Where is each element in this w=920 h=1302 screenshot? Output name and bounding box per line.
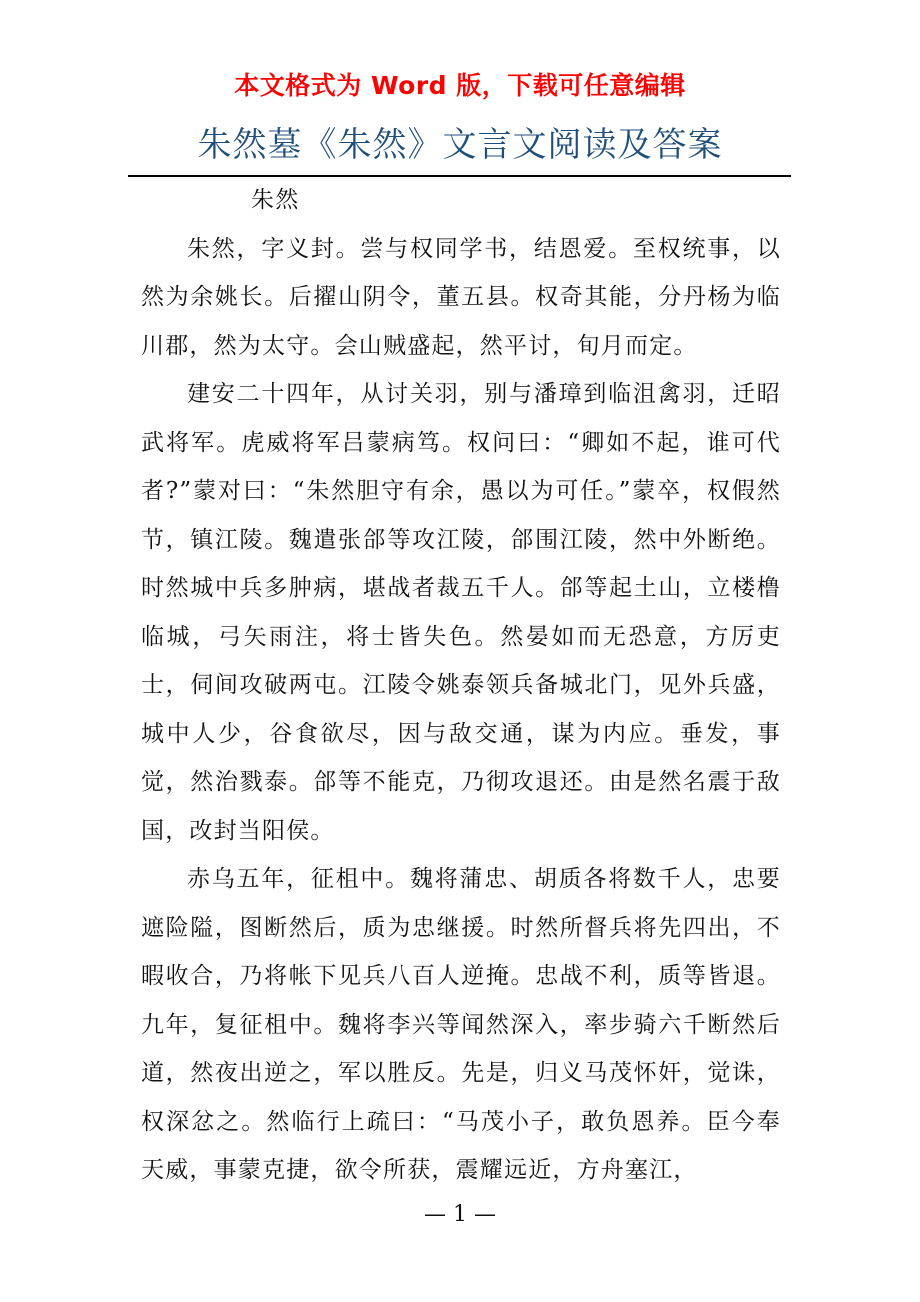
- article-heading: 朱然: [251, 187, 300, 213]
- format-notice-banner: 本文格式为 Word 版，下载可任意编辑: [234, 71, 686, 100]
- article-paragraph-3: 赤乌五年，征柤中。魏将蒲忠、胡质各将数千人，忠要遮险隘，图断然后，质为忠继援。时然所督兵将先四出，不暇收合，乃将帐下见兵八百人逆掩。忠战不利，质等皆退。九年，复征柤中。魏将李兴等闻然深入，率步骑六千断然后道，然夜出逆之，军以胜反。先是，归义马茂怀奸，觉诛，权深忿之。然临行上疏曰：“马茂小子，敢负恩养。臣今奉天威，事蒙克捷，欲令所获，震耀远近，方舟塞江，: [141, 866, 781, 1183]
- article-body: [141, 176, 781, 1195]
- article-paragraph-2: 建安二十四年，从讨关羽，别与潘璋到临沮禽羽，迁昭武将军。虎威将军吕蒙病笃。权问曰：“卿如不起，谁可代者?”蒙对曰：“朱然胆守有余，愚以为可任。”蒙卒，权假然节，镇江陵。魏遣张郃等攻江陵，郃围江陵，然中外断绝。时然城中兵多肿病，堪战者裁五千人。郃等起土山，立楼橹临城，弓矢雨注，将士皆失色。然晏如而无恐意，方厉吏士，伺间攻破两屯。江陵令姚泰领兵备城北门，见外兵盛，城中人少，谷食欲尽，因与敌交通，谋为内应。垂发，事觉，然治戮泰。郃等不能克，乃彻攻退还。由是然名震于敌国，改封当阳侯。: [141, 381, 781, 844]
- article-paragraph-1: 朱然，字义封。尝与权同学书，结恩爱。至权统事，以然为余姚长。后擢山阴令，董五县。权奇其能，分丹杨为临川郡，然为太守。会山贼盛起，然平讨，旬月而定。: [141, 235, 781, 359]
- page-number: — 1 —: [424, 1202, 496, 1227]
- document-title: 朱然墓《朱然》文言文阅读及答案: [197, 125, 723, 165]
